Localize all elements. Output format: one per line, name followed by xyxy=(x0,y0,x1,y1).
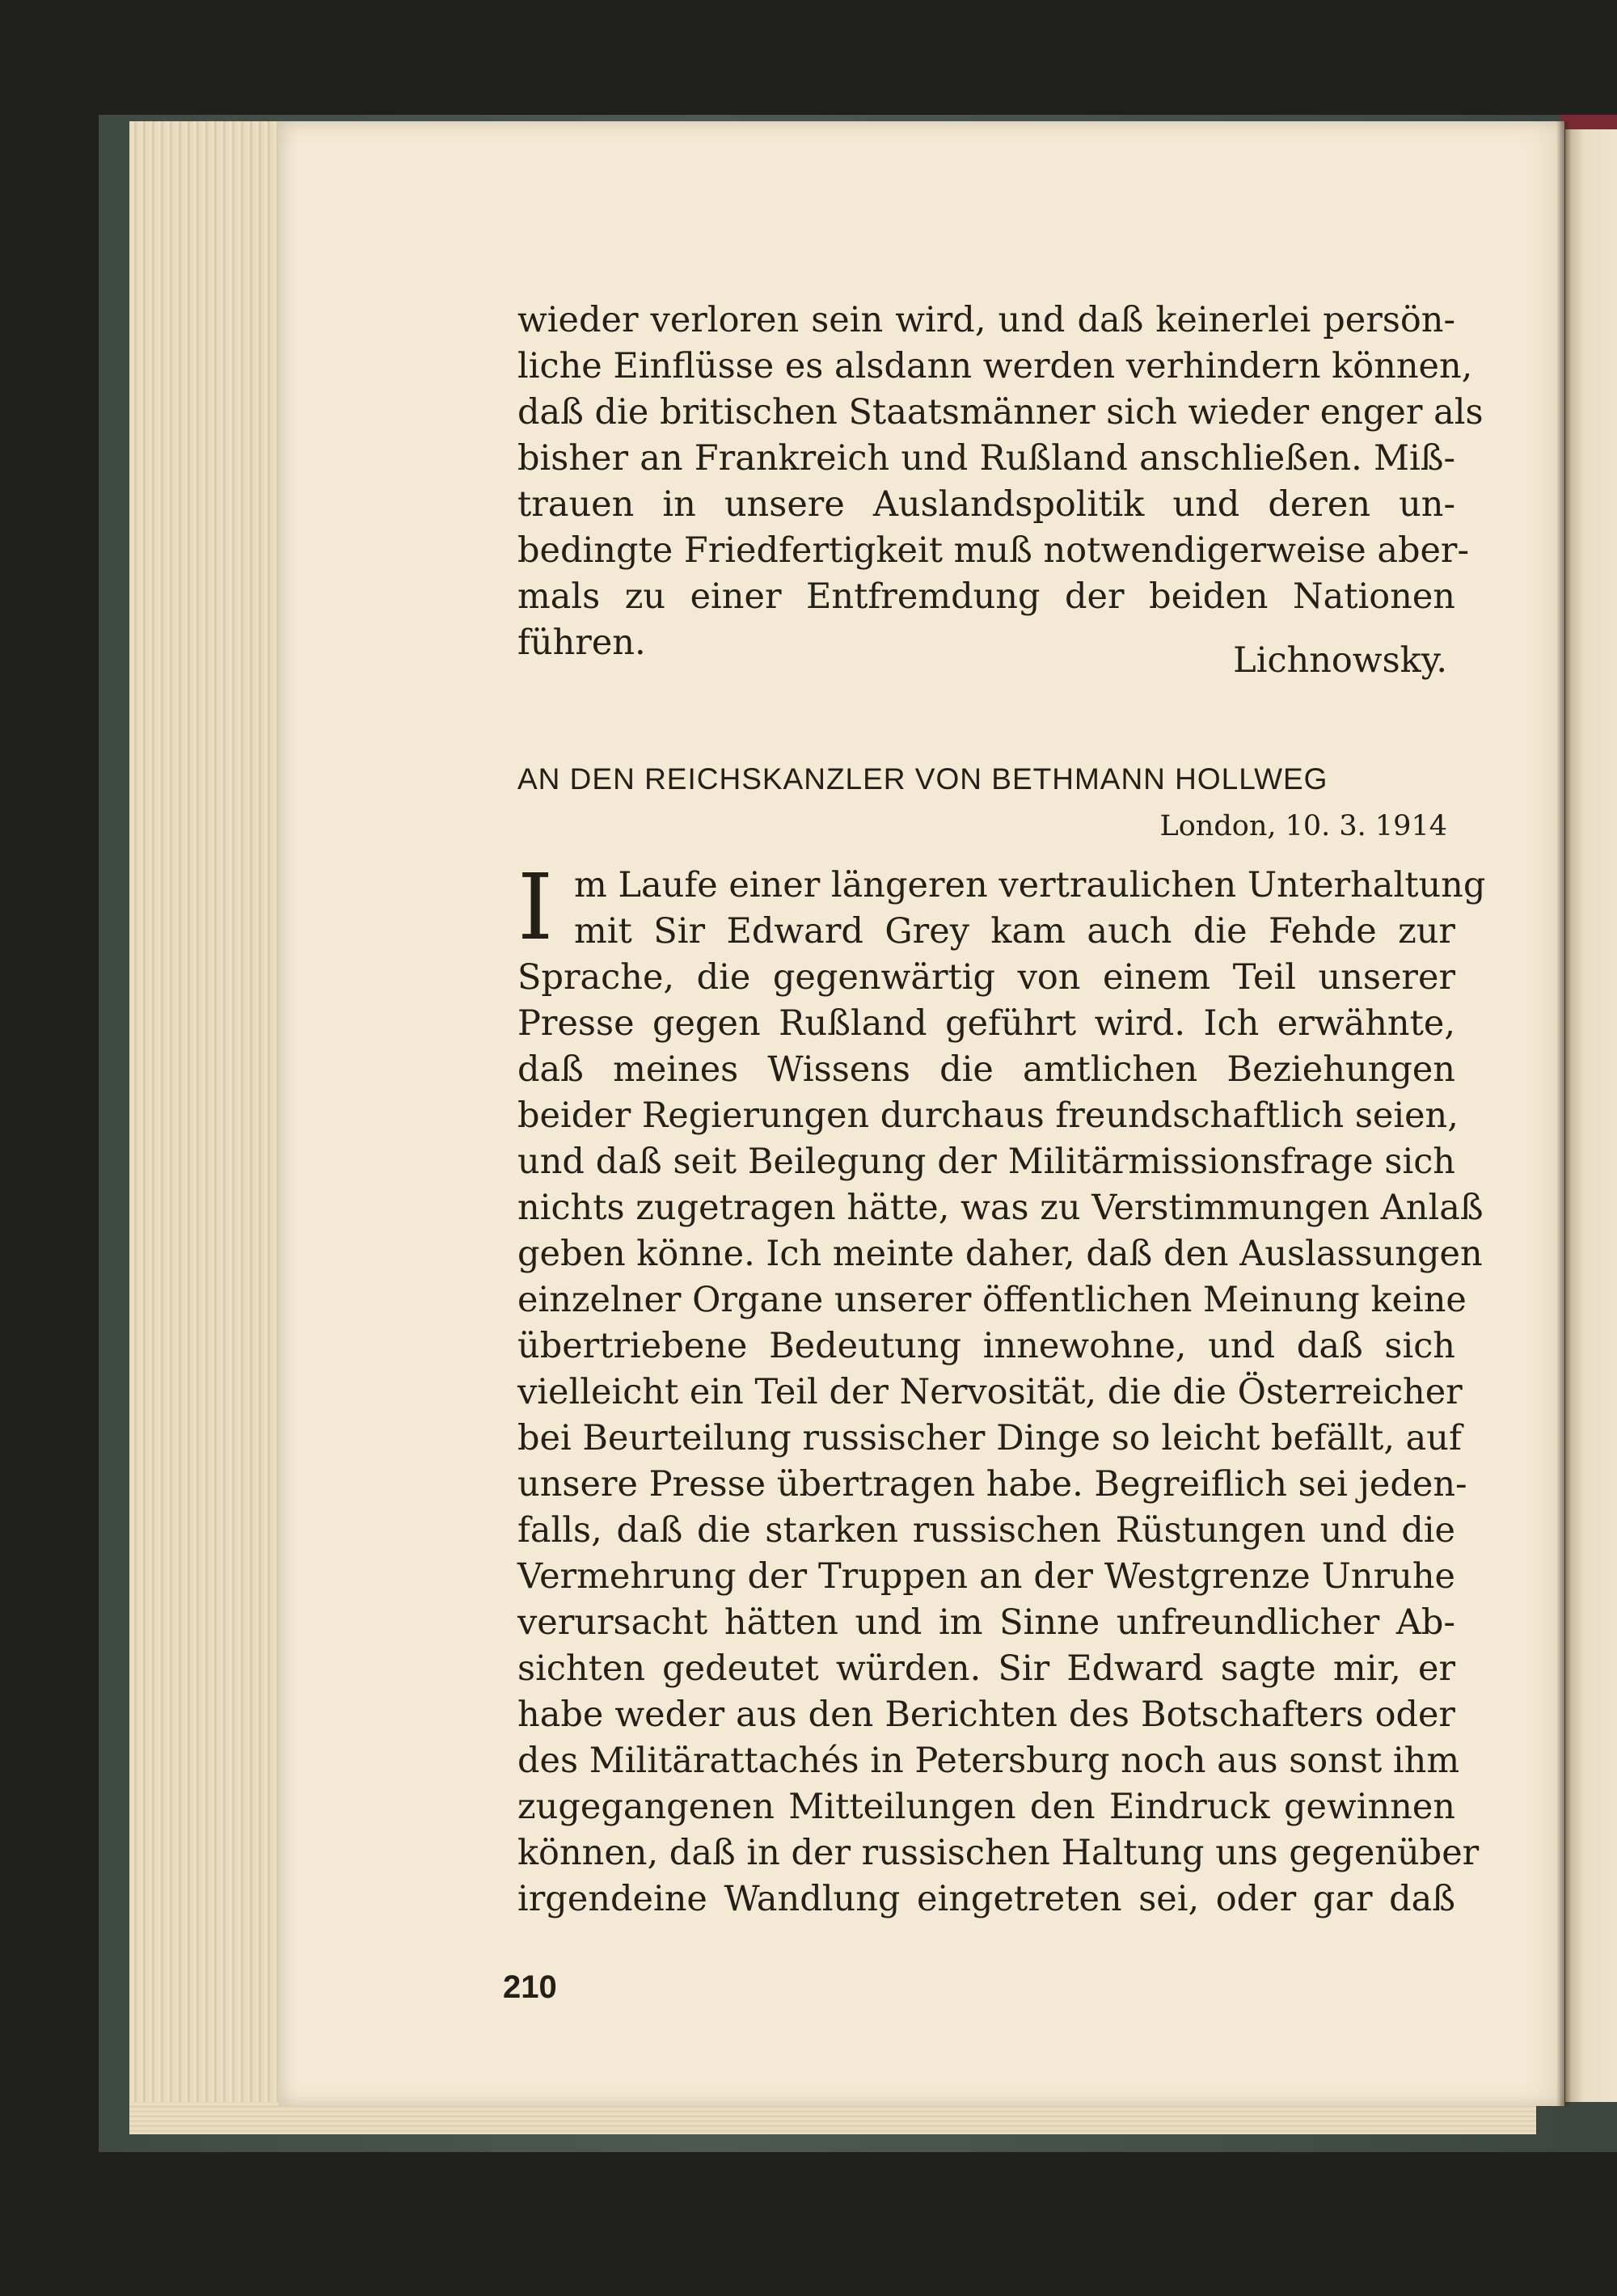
text-line: m Laufe einer längeren vertraulichen Unterhaltung xyxy=(574,865,1486,905)
text-line: vielleicht ein Teil der Nervosität, die die Österreicher xyxy=(517,1372,1463,1412)
text-line: einzelner Organe unserer öffentlichen Meinung keine xyxy=(517,1280,1467,1320)
text-line: Presse gegen Rußland geführt wird. Ich erwähnte, xyxy=(517,1003,1455,1044)
text-line: irgendeine Wandlung eingetreten sei, oder gar daß xyxy=(517,1879,1455,1919)
drop-cap-block xyxy=(517,855,1486,960)
text-line: bei Beurteilung russischer Dinge so leicht befällt, auf xyxy=(517,1418,1462,1458)
text-line: nichts zugetragen hätte, was zu Verstimmungen Anlaß xyxy=(517,1188,1484,1228)
text-line: habe weder aus den Berichten des Botschafters oder xyxy=(517,1695,1455,1735)
text-line: Vermehrung der Truppen an der Westgrenze Unruhe xyxy=(517,1556,1455,1597)
text-line: verursacht hätten und im Sinne unfreundlicher Ab- xyxy=(517,1602,1455,1643)
text-block xyxy=(517,298,1486,1922)
text-line: übertriebene Bedeutung innewohne, und daß sich xyxy=(517,1326,1455,1366)
text-line: Sprache, die gegenwärtig von einem Teil unserer xyxy=(517,957,1455,998)
drop-cap: I xyxy=(517,855,554,960)
text-line: bedingte Friedfertigkeit muß notwendigerweise aber- xyxy=(517,530,1470,571)
text-line: trauen in unsere Auslandspolitik und deren un- xyxy=(517,484,1455,525)
closing-word: führen. xyxy=(517,623,646,663)
text-line: mit Sir Edward Grey kam auch die Fehde zur xyxy=(574,911,1455,952)
text-line: des Militärattachés in Petersburg noch aus sonst ihm xyxy=(517,1741,1460,1781)
place-date: London, 10. 3. 1914 xyxy=(1159,810,1447,842)
closing-line xyxy=(517,620,1455,685)
text-line: sichten gedeutet würden. Sir Edward sagte mir, er xyxy=(517,1648,1455,1689)
continuation-paragraph xyxy=(517,298,1484,685)
text-line: geben könne. Ich meinte daher, daß den Auslassungen xyxy=(517,1234,1483,1274)
text-line: bisher an Frankreich und Rußland anschließen. Miß- xyxy=(517,438,1455,479)
signature: Lichnowsky. xyxy=(1233,640,1447,681)
text-line: wieder verloren sein wird, und daß keinerlei persön- xyxy=(517,300,1455,340)
text-line: daß die britischen Staatsmänner sich wieder enger als xyxy=(517,392,1484,433)
page-number: 210 xyxy=(503,1969,557,2005)
text-line: unsere Presse übertragen habe. Begreiflich sei jeden- xyxy=(517,1464,1467,1505)
text-line: zugegangenen Mitteilungen den Eindruck gewinnen xyxy=(517,1787,1455,1827)
text-line: beider Regierungen durchaus freundschaftlich seien, xyxy=(517,1095,1459,1136)
text-line: falls, daß die starken russischen Rüstungen und die xyxy=(517,1510,1455,1551)
text-line: mals zu einer Entfremdung der beiden Nationen xyxy=(517,576,1455,617)
text-line: liche Einflüsse es alsdann werden verhindern können, xyxy=(517,346,1473,386)
facing-page xyxy=(1565,129,1617,2102)
text-line: und daß seit Beilegung der Militärmissionsfrage sich xyxy=(517,1142,1455,1182)
text-line: daß meines Wissens die amtlichen Beziehungen xyxy=(517,1049,1455,1090)
letter-body xyxy=(517,855,1486,1922)
page-edges-bottom xyxy=(129,2102,1536,2134)
text-line: können, daß in der russischen Haltung uns gegenüber xyxy=(517,1833,1480,1873)
page-gutter xyxy=(1556,121,1571,2106)
letter-heading: AN DEN REICHSKANZLER VON BETHMANN HOLLWEG xyxy=(517,762,1328,796)
